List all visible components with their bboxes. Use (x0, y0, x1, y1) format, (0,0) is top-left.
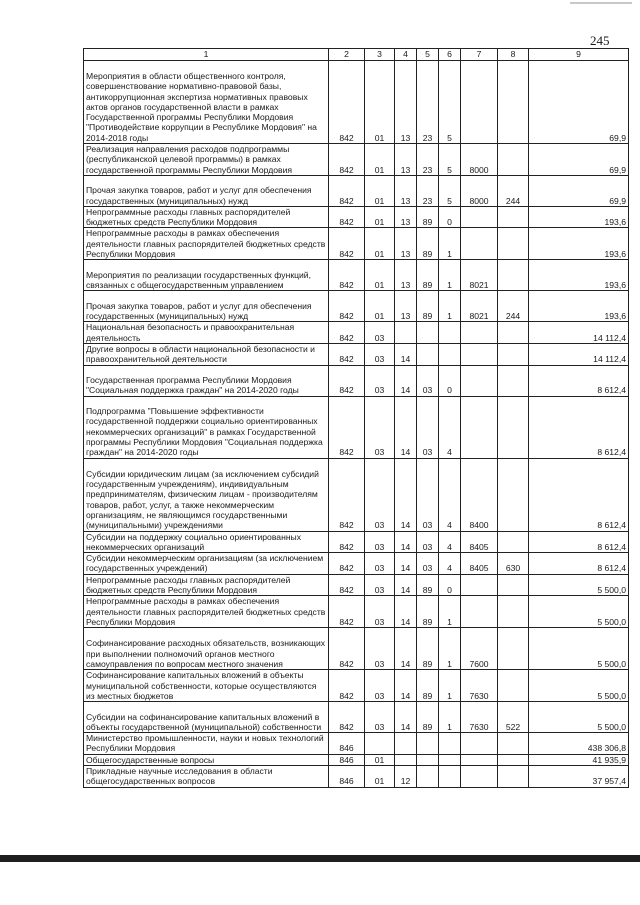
table-body (84, 61, 629, 788)
table-row (84, 553, 629, 575)
table-row (84, 396, 629, 458)
row-code-cell (498, 531, 529, 553)
table-row (84, 343, 629, 365)
row-code-cell (498, 574, 529, 596)
header-row (84, 49, 629, 61)
row-code-cell (365, 733, 395, 755)
row-name-cell: Прочая закупка товаров, работ и услуг для обеспечения государственных (муниципальных) нужд (84, 175, 329, 206)
row-code-cell: 842 (329, 702, 365, 733)
row-code-cell: 89 (417, 596, 439, 628)
row-code-cell: 14 (395, 670, 417, 702)
table-row (84, 733, 629, 755)
row-code-cell (498, 228, 529, 260)
row-code-cell (498, 754, 529, 765)
row-code-cell (439, 322, 461, 344)
row-code-cell: 846 (329, 754, 365, 765)
row-code-cell: 23 (417, 144, 439, 176)
row-code-cell (498, 322, 529, 344)
row-amount-cell: 5 500,0 (529, 574, 629, 596)
row-code-cell: 8405 (461, 531, 498, 553)
row-code-cell: 03 (417, 531, 439, 553)
row-code-cell: 01 (365, 175, 395, 206)
row-code-cell: 842 (329, 396, 365, 458)
row-code-cell (498, 670, 529, 702)
row-amount-cell: 193,6 (529, 206, 629, 228)
table-row (84, 754, 629, 765)
row-code-cell: 14 (395, 553, 417, 575)
row-code-cell: 5 (439, 175, 461, 206)
row-code-cell: 244 (498, 291, 529, 322)
row-code-cell (417, 754, 439, 765)
row-code-cell: 03 (365, 531, 395, 553)
row-code-cell (461, 322, 498, 344)
row-code-cell (461, 343, 498, 365)
row-amount-cell: 8 612,4 (529, 458, 629, 531)
row-code-cell (461, 733, 498, 755)
row-code-cell: 03 (365, 553, 395, 575)
row-code-cell: 03 (365, 702, 395, 733)
row-name-cell: Министерство промышленности, науки и новых технологий Республики Мордовия (84, 733, 329, 755)
row-code-cell: 522 (498, 702, 529, 733)
row-code-cell: 846 (329, 733, 365, 755)
row-code-cell (439, 343, 461, 365)
row-code-cell: 01 (365, 206, 395, 228)
table-row (84, 61, 629, 144)
row-code-cell: 7630 (461, 670, 498, 702)
row-code-cell (395, 733, 417, 755)
row-code-cell: 13 (395, 144, 417, 176)
header-cell: 8 (498, 49, 529, 61)
row-code-cell: 03 (417, 365, 439, 396)
row-code-cell (461, 365, 498, 396)
row-code-cell: 5 (439, 144, 461, 176)
row-code-cell: 0 (439, 574, 461, 596)
row-code-cell: 4 (439, 553, 461, 575)
row-code-cell (498, 396, 529, 458)
row-code-cell: 03 (365, 628, 395, 670)
row-code-cell: 13 (395, 260, 417, 291)
row-code-cell: 1 (439, 628, 461, 670)
row-code-cell: 03 (365, 322, 395, 344)
row-code-cell: 842 (329, 365, 365, 396)
row-code-cell: 1 (439, 260, 461, 291)
row-code-cell: 842 (329, 61, 365, 144)
header-cell: 2 (329, 49, 365, 61)
row-code-cell: 0 (439, 365, 461, 396)
row-code-cell: 14 (395, 458, 417, 531)
row-amount-cell: 8 612,4 (529, 531, 629, 553)
row-code-cell: 03 (365, 670, 395, 702)
header-cell: 1 (84, 49, 329, 61)
row-code-cell: 03 (365, 574, 395, 596)
row-amount-cell: 5 500,0 (529, 702, 629, 733)
table-row (84, 670, 629, 702)
row-code-cell (461, 596, 498, 628)
row-code-cell: 14 (395, 702, 417, 733)
header-cell: 4 (395, 49, 417, 61)
row-code-cell (439, 754, 461, 765)
row-code-cell: 842 (329, 574, 365, 596)
row-code-cell: 1 (439, 702, 461, 733)
row-code-cell: 5 (439, 61, 461, 144)
row-name-cell: Субсидии на поддержку социально ориентированных некоммерческих организаций (84, 531, 329, 553)
budget-table-wrapper (83, 48, 629, 788)
header-cell: 9 (529, 49, 629, 61)
row-code-cell (498, 458, 529, 531)
row-code-cell: 842 (329, 206, 365, 228)
row-code-cell: 01 (365, 228, 395, 260)
table-row (84, 574, 629, 596)
row-code-cell: 89 (417, 260, 439, 291)
row-amount-cell: 69,9 (529, 175, 629, 206)
row-amount-cell: 14 112,4 (529, 343, 629, 365)
row-code-cell: 01 (365, 291, 395, 322)
row-code-cell: 846 (329, 766, 365, 788)
row-code-cell (417, 322, 439, 344)
row-code-cell: 8000 (461, 144, 498, 176)
row-name-cell: Прикладные научные исследования в области общегосударственных вопросов (84, 766, 329, 788)
row-amount-cell: 14 112,4 (529, 322, 629, 344)
row-code-cell: 842 (329, 144, 365, 176)
row-code-cell: 7630 (461, 702, 498, 733)
row-code-cell: 03 (365, 458, 395, 531)
row-code-cell: 8400 (461, 458, 498, 531)
row-code-cell: 13 (395, 291, 417, 322)
row-code-cell: 4 (439, 458, 461, 531)
row-code-cell: 03 (417, 458, 439, 531)
row-code-cell: 14 (395, 365, 417, 396)
table-row (84, 144, 629, 176)
row-code-cell: 13 (395, 206, 417, 228)
row-code-cell: 842 (329, 628, 365, 670)
row-code-cell (417, 733, 439, 755)
row-amount-cell: 193,6 (529, 228, 629, 260)
row-code-cell: 03 (417, 553, 439, 575)
row-code-cell (417, 766, 439, 788)
row-code-cell: 244 (498, 175, 529, 206)
table-row (84, 260, 629, 291)
row-code-cell: 1 (439, 291, 461, 322)
row-code-cell (439, 766, 461, 788)
header-cell: 5 (417, 49, 439, 61)
row-amount-cell: 193,6 (529, 291, 629, 322)
row-code-cell (498, 144, 529, 176)
row-code-cell: 13 (395, 61, 417, 144)
row-code-cell: 03 (417, 396, 439, 458)
row-code-cell: 14 (395, 628, 417, 670)
row-code-cell: 4 (439, 531, 461, 553)
row-code-cell: 8405 (461, 553, 498, 575)
table-row (84, 596, 629, 628)
row-code-cell: 14 (395, 343, 417, 365)
row-code-cell: 89 (417, 206, 439, 228)
row-code-cell: 23 (417, 175, 439, 206)
row-code-cell: 842 (329, 596, 365, 628)
row-code-cell: 0 (439, 206, 461, 228)
row-name-cell: Софинансирование капитальных вложений в объекты муниципальной собственности, которые осуществляются из местных бюджетов (84, 670, 329, 702)
row-amount-cell: 193,6 (529, 260, 629, 291)
row-code-cell: 89 (417, 291, 439, 322)
row-name-cell: Непрограммные расходы главных распорядителей бюджетных средств Республики Мордовия (84, 206, 329, 228)
row-amount-cell: 438 306,8 (529, 733, 629, 755)
row-name-cell: Непрограммные расходы главных распорядителей бюджетных средств Республики Мордовия (84, 574, 329, 596)
row-code-cell (461, 574, 498, 596)
row-code-cell (461, 228, 498, 260)
row-code-cell: 8021 (461, 260, 498, 291)
row-amount-cell: 69,9 (529, 144, 629, 176)
table-row (84, 531, 629, 553)
row-code-cell (498, 365, 529, 396)
table-row (84, 628, 629, 670)
row-code-cell (417, 343, 439, 365)
row-name-cell: Подпрограмма "Повышение эффективности государственной поддержки социально ориентированных некоммерческих организаций" в рамках Государственной программы Республики Мордовия "Социальная поддержка граждан" на 2014-2020 годы (84, 396, 329, 458)
row-code-cell (461, 206, 498, 228)
row-name-cell: Государственная программа Республики Мордовия "Социальная поддержка граждан" на 2014-2020 годы (84, 365, 329, 396)
row-name-cell: Субсидии на софинансирование капитальных вложений в объекты государственной (муниципальной) собственности (84, 702, 329, 733)
row-code-cell (395, 754, 417, 765)
row-name-cell: Софинансирование расходных обязательств, возникающих при выполнении полномочий органов местного самоуправления по вопросам местного значения (84, 628, 329, 670)
row-code-cell (498, 733, 529, 755)
row-amount-cell: 37 957,4 (529, 766, 629, 788)
row-code-cell: 89 (417, 628, 439, 670)
row-code-cell (461, 754, 498, 765)
row-code-cell: 842 (329, 228, 365, 260)
row-code-cell: 89 (417, 574, 439, 596)
row-amount-cell: 41 935,9 (529, 754, 629, 765)
row-code-cell: 630 (498, 553, 529, 575)
row-code-cell: 8000 (461, 175, 498, 206)
row-amount-cell: 8 612,4 (529, 396, 629, 458)
header-cell: 6 (439, 49, 461, 61)
row-code-cell (498, 343, 529, 365)
row-code-cell: 13 (395, 228, 417, 260)
row-name-cell: Субсидии некоммерческим организациям (за исключением государственных учреждений) (84, 553, 329, 575)
table-row (84, 458, 629, 531)
row-code-cell: 01 (365, 144, 395, 176)
row-code-cell: 03 (365, 365, 395, 396)
row-code-cell: 842 (329, 531, 365, 553)
row-name-cell: Общегосударственные вопросы (84, 754, 329, 765)
row-code-cell: 842 (329, 291, 365, 322)
row-amount-cell: 8 612,4 (529, 365, 629, 396)
row-code-cell: 14 (395, 531, 417, 553)
table-row (84, 365, 629, 396)
header-cell: 7 (461, 49, 498, 61)
row-name-cell: Мероприятия по реализации государственных функций, связанных с общегосударственным управлением (84, 260, 329, 291)
row-code-cell (395, 322, 417, 344)
row-code-cell: 842 (329, 343, 365, 365)
table-row (84, 322, 629, 344)
row-name-cell: Субсидии юридическим лицам (за исключением субсидий государственным учреждениям), индивидуальным предпринимателям, физическим лицам - производителям товаров, работ, услуг, а также некоммерческим организациям, не являющимся государственными (муниципальными) учреждениями (84, 458, 329, 531)
row-name-cell: Национальная безопасность и правоохранительная деятельность (84, 322, 329, 344)
row-code-cell: 03 (365, 396, 395, 458)
row-code-cell: 14 (395, 574, 417, 596)
row-code-cell: 4 (439, 396, 461, 458)
table-row (84, 766, 629, 788)
row-amount-cell: 8 612,4 (529, 553, 629, 575)
row-code-cell: 03 (365, 596, 395, 628)
scan-artifact (570, 2, 632, 4)
row-code-cell (461, 396, 498, 458)
header-cell: 3 (365, 49, 395, 61)
row-code-cell: 14 (395, 596, 417, 628)
row-code-cell: 89 (417, 670, 439, 702)
row-code-cell (498, 260, 529, 291)
row-code-cell: 01 (365, 754, 395, 765)
row-code-cell: 13 (395, 175, 417, 206)
row-name-cell: Другие вопросы в области национальной безопасности и правоохранительной деятельности (84, 343, 329, 365)
row-name-cell: Непрограммные расходы в рамках обеспечения деятельности главных распорядителей бюджетных средств Республики Мордовия (84, 228, 329, 260)
row-code-cell: 842 (329, 458, 365, 531)
row-code-cell: 01 (365, 61, 395, 144)
row-code-cell (498, 628, 529, 670)
row-amount-cell: 5 500,0 (529, 628, 629, 670)
row-code-cell (498, 596, 529, 628)
row-amount-cell: 69,9 (529, 61, 629, 144)
row-code-cell: 12 (395, 766, 417, 788)
row-code-cell: 842 (329, 260, 365, 291)
bottom-scan-border (0, 855, 640, 862)
budget-table (83, 48, 629, 788)
row-amount-cell: 5 500,0 (529, 596, 629, 628)
row-code-cell: 1 (439, 228, 461, 260)
row-code-cell: 842 (329, 670, 365, 702)
row-code-cell (461, 766, 498, 788)
table-row (84, 291, 629, 322)
row-code-cell: 842 (329, 175, 365, 206)
row-code-cell: 89 (417, 702, 439, 733)
row-code-cell: 842 (329, 322, 365, 344)
row-code-cell: 7600 (461, 628, 498, 670)
row-code-cell: 1 (439, 670, 461, 702)
row-code-cell (498, 61, 529, 144)
table-row (84, 175, 629, 206)
row-code-cell: 01 (365, 260, 395, 291)
table-row (84, 228, 629, 260)
row-name-cell: Мероприятия в области общественного контроля, совершенствование нормативно-правовой базы, антикоррупционная экспертиза нормативных правовых актов органов государственной власти в рамках Государственной программы Республики Мордовия "Противодействие коррупции в Республике Мордовия" на 2014-2018 годы (84, 61, 329, 144)
row-code-cell (498, 766, 529, 788)
row-code-cell: 8021 (461, 291, 498, 322)
row-code-cell: 01 (365, 766, 395, 788)
row-code-cell: 14 (395, 396, 417, 458)
row-code-cell: 1 (439, 596, 461, 628)
row-name-cell: Реализация направления расходов подпрограммы (республиканской целевой программы) в рамках государственной программы Республики Мордовия (84, 144, 329, 176)
row-amount-cell: 5 500,0 (529, 670, 629, 702)
row-code-cell: 89 (417, 228, 439, 260)
page-number: 245 (590, 33, 610, 48)
row-code-cell: 23 (417, 61, 439, 144)
row-code-cell (461, 61, 498, 144)
row-name-cell: Непрограммные расходы в рамках обеспечения деятельности главных распорядителей бюджетных средств Республики Мордовия (84, 596, 329, 628)
row-code-cell (439, 733, 461, 755)
row-code-cell: 03 (365, 343, 395, 365)
row-code-cell: 842 (329, 553, 365, 575)
row-name-cell: Прочая закупка товаров, работ и услуг для обеспечения государственных (муниципальных) нужд (84, 291, 329, 322)
table-row (84, 206, 629, 228)
table-row (84, 702, 629, 733)
row-code-cell (498, 206, 529, 228)
